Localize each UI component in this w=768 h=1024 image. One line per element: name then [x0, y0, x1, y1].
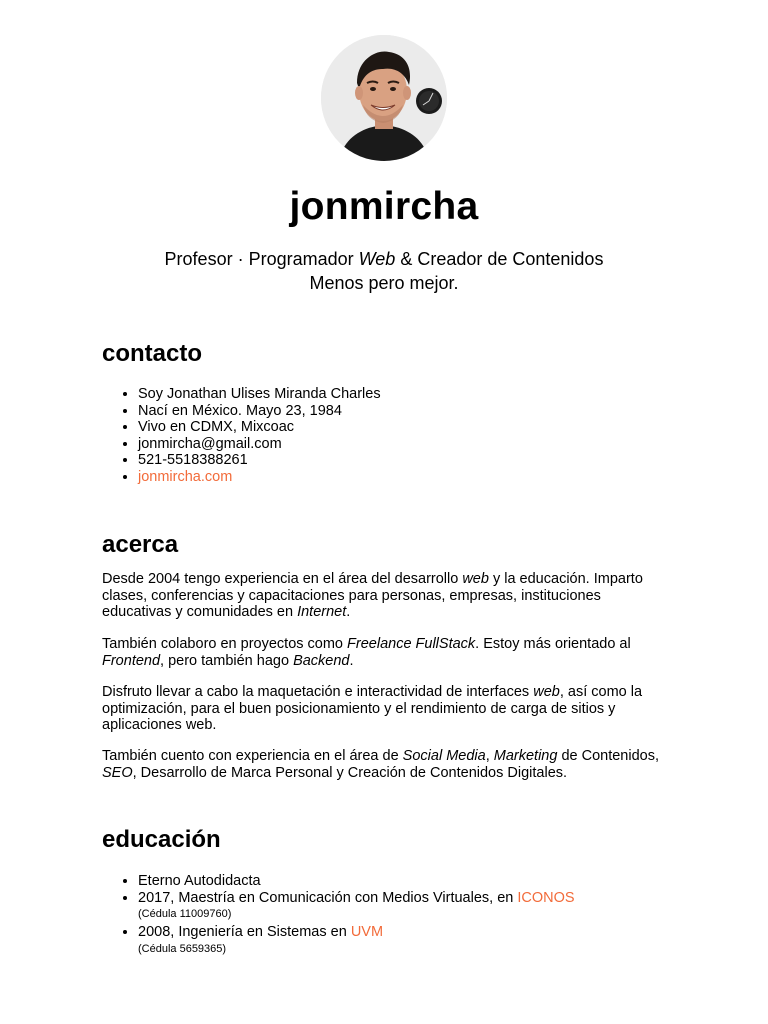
section-title-educacion: educación — [102, 826, 221, 853]
about-paragraph-4: También cuento con experiencia en el área de Social Media, Marketing de Contenidos, SEO, Desarrollo de Marca Personal y Creación de Contenidos Digitales. — [102, 748, 659, 781]
contact-birth: • Nací en México. Mayo 23, 1984 — [138, 403, 698, 420]
uvm-link[interactable]: UVM — [350, 924, 384, 941]
tagline-line-1: Profesor · Programador Web & Creador de Contenidos — [164, 249, 604, 269]
education-note: (Cédula 5659365) — [138, 942, 227, 955]
contact-full-name: • Soy Jonathan Ulises Miranda Charles — [138, 386, 698, 403]
page-title: jonmircha — [289, 185, 479, 228]
education-list — [102, 873, 698, 959]
section-title-acerca: acerca — [102, 531, 179, 558]
about-paragraph-3: Disfruto llevar a cabo la maquetación e interactividad de interfaces web, así como la optimización, para el buen posicionamiento y el rendimiento de carga de sitios y aplicaciones web. — [102, 684, 643, 734]
contact-phone: • 521-5518388261 — [138, 452, 698, 469]
about-paragraph-2: También colaboro en proyectos como Freelance FullStack. Estoy más orientado al Frontend, pero también hago Backend. — [102, 636, 631, 669]
education-item: • 2017, Maestría en Comunicación con Medios Virtuales, en ICONOS (Cédula 11009760) — [138, 890, 698, 923]
education-note: (Cédula 11009760) — [138, 908, 232, 921]
contact-email: • jonmircha@gmail.com — [138, 436, 698, 453]
website-link[interactable]: jonmircha.com — [138, 468, 233, 485]
contact-list — [102, 386, 698, 486]
tagline — [0, 247, 768, 295]
about-paragraph-1: Desde 2004 tengo experiencia en el área del desarrollo web y la educación. Imparto clases, conferencias y capacitaciones para personas, empresas, instituciones educativas y comunidades en Internet. — [102, 571, 643, 621]
profile-photo-icon — [321, 35, 447, 161]
tagline-line-2: Menos pero mejor. — [309, 273, 459, 293]
contact-location: • Vivo en CDMX, Mixcoac — [138, 419, 698, 436]
avatar — [321, 35, 447, 161]
iconos-link[interactable]: ICONOS — [517, 889, 575, 906]
education-item: • Eterno Autodidacta — [138, 873, 698, 890]
education-item: • 2008, Ingeniería en Sistemas en UVM (Cédula 5659365) — [138, 924, 698, 957]
section-title-contacto: contacto — [102, 340, 203, 367]
contact-website-item — [138, 469, 698, 486]
